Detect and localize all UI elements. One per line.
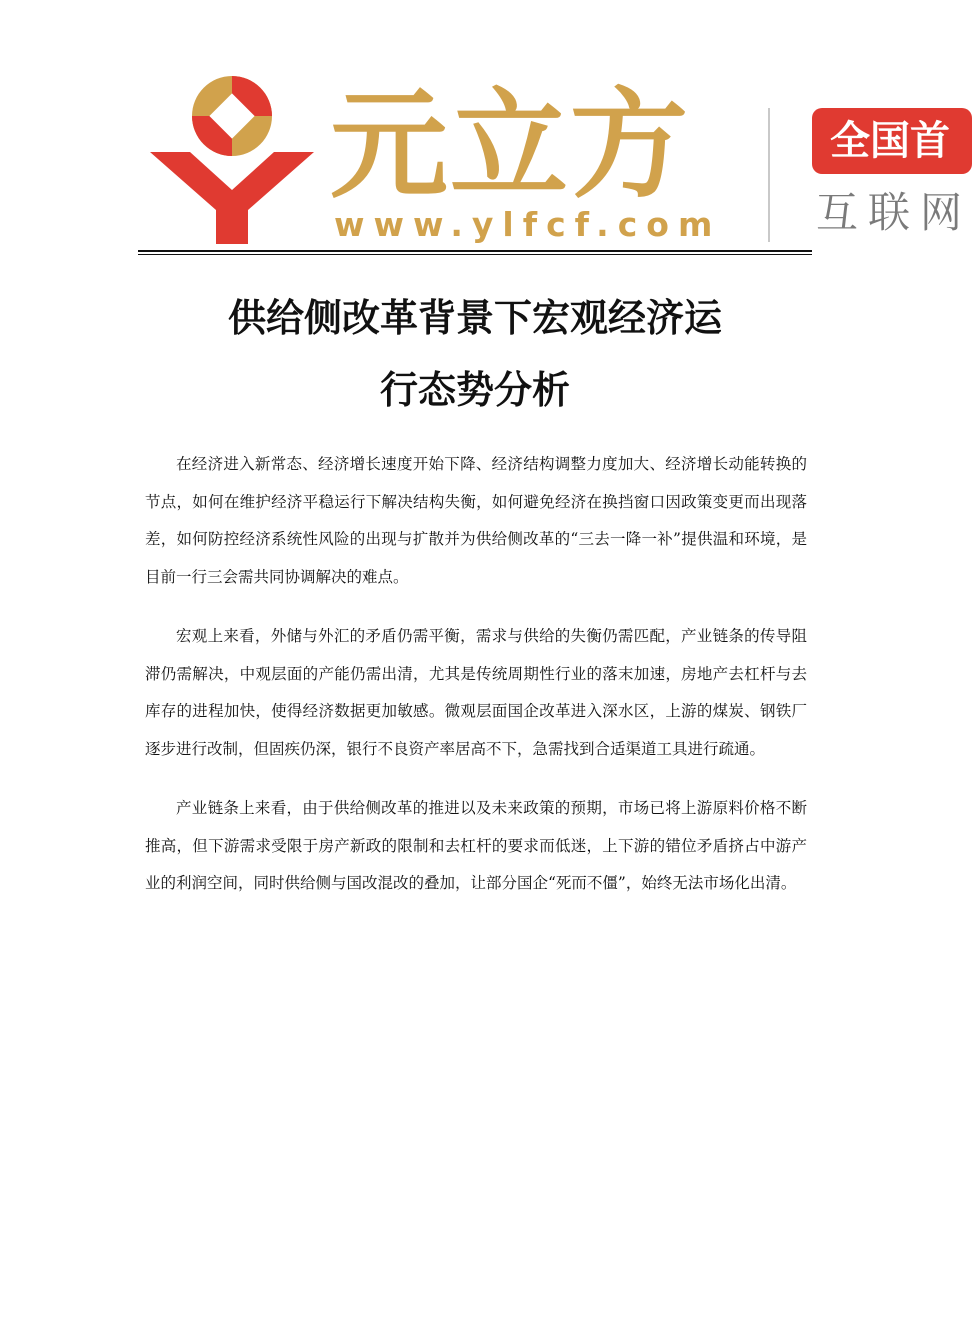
ylfcf-logo-icon — [150, 72, 320, 247]
header-rule-thin — [138, 254, 812, 255]
slogan-badge — [812, 108, 972, 174]
title-line-1: 供给侧改革背景下宏观经济运 — [227, 295, 722, 340]
brand-name: 元立方 — [330, 76, 691, 214]
slogan-subtitle: 互联网 — [816, 188, 972, 237]
paragraph: 产业链条上来看，由于供给侧改革的推进以及未来政策的预期，市场已将上游原料价格不断推高，但下游需求受限于房产新政的限制和去杠杆的要求而低迷，上下游的错位矛盾挤占中游产业的利润空间，同时供给侧与国改混改的叠加，让部分国企“死而不僵”，始终无法市场化出清。 — [145, 799, 807, 892]
title-line-2: 行态势分析 — [379, 367, 570, 412]
header-rule — [138, 250, 812, 252]
header-divider — [768, 108, 770, 242]
page-header — [0, 0, 972, 260]
brand-url: www.ylfcf.com — [334, 205, 722, 244]
paragraph: 在经济进入新常态、经济增长速度开始下降、经济结构调整力度加大、经济增长动能转换的节点，如何在维护经济平稳运行下解决结构失衡，如何避免经济在换挡窗口因政策变更而出现落差，如何防控经济系统性风险的出现与扩散并为供给侧改革的“三去一降一补”提供温和环境，是目前一行三会需共同协调解决的难点。 — [145, 455, 807, 586]
paragraph: 宏观上来看，外储与外汇的矛盾仍需平衡，需求与供给的失衡仍需匹配，产业链条的传导阻滞仍需解决，中观层面的产能仍需出清，尤其是传统周期性行业的落末加速，房地产去杠杆与去库存的进程加快，使得经济数据更加敏感。微观层面国企改革进入深水区，上游的煤炭、钢铁厂逐步进行改制，但固疾仍深，银行不良资产率居高不下，急需找到合适渠道工具进行疏通。 — [145, 627, 807, 758]
document-title — [138, 282, 812, 426]
document-body — [145, 446, 807, 925]
slogan-badge-text: 全国首 — [830, 118, 950, 164]
